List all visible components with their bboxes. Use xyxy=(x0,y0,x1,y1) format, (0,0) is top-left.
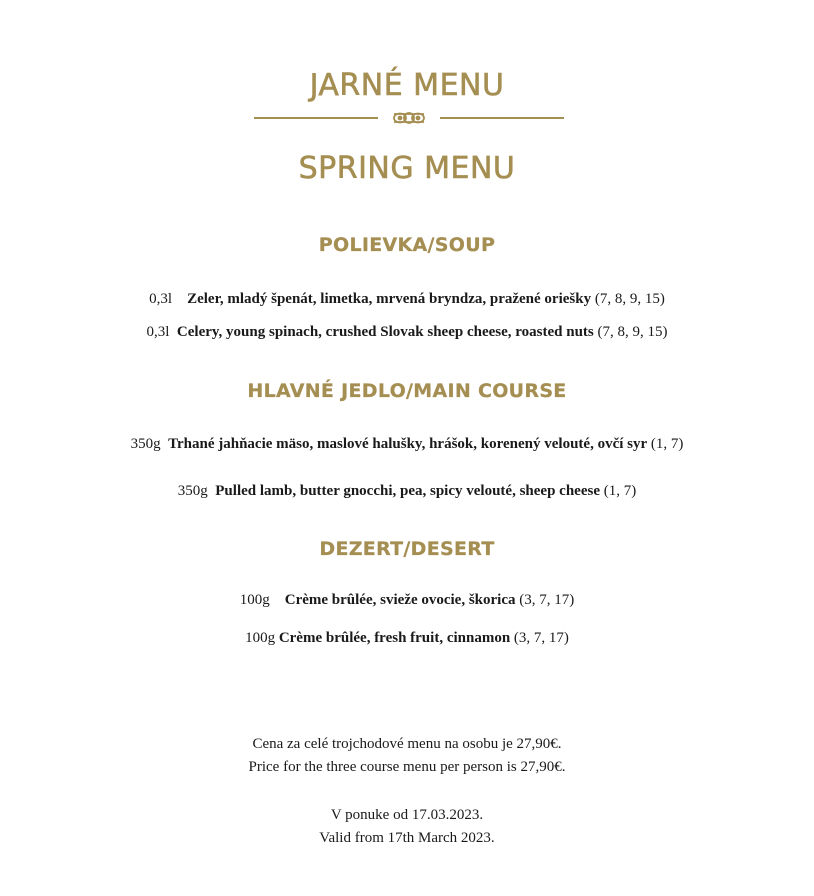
item-quantity: 0,3l xyxy=(146,324,170,340)
title-divider xyxy=(254,108,564,128)
item-dish: Pulled lamb, butter gnocchi, pea, spicy velouté, sheep cheese xyxy=(215,483,600,499)
menu-title-en: SPRING MENU xyxy=(298,151,516,186)
item-dish: Celery, young spinach, crushed Slovak sheep cheese, roasted nuts xyxy=(176,324,594,340)
item-allergens: (3, 7, 17) xyxy=(519,592,575,608)
valid-from-sk: V ponuke od 17.03.2023. xyxy=(330,807,484,823)
item-dish: Crème brûlée, svieže ovocie, škorica xyxy=(284,592,516,608)
item-dish: Trhané jahňacie mäso, maslové halušky, hrášok, korenený velouté, ovčí syr xyxy=(168,436,648,452)
item-quantity: 100g xyxy=(245,630,276,646)
item-dish: Crème brûlée, fresh fruit, cinnamon xyxy=(278,630,511,646)
item-quantity: 0,3l xyxy=(149,291,173,307)
item-allergens: (1, 7) xyxy=(603,483,637,499)
item-quantity: 350g xyxy=(130,436,161,452)
soup-item-sk xyxy=(0,289,814,309)
item-allergens: (7, 8, 9, 15) xyxy=(594,291,665,307)
ornament-icon xyxy=(394,113,424,123)
dessert-item-sk xyxy=(0,590,814,610)
price-note-en: Price for the three course menu per person is 27,90€. xyxy=(248,759,566,775)
main-item-sk xyxy=(0,434,814,454)
item-allergens: (3, 7, 17) xyxy=(513,630,569,646)
menu-title-sk: JARNÉ MENU xyxy=(309,68,505,103)
section-heading-soup: POLIEVKA/SOUP xyxy=(318,234,496,256)
price-note-sk: Cena za celé trojchodové menu na osobu je 27,90€. xyxy=(252,736,562,752)
item-dish: Zeler, mladý špenát, limetka, mrvená bryndza, pražené oriešky xyxy=(187,291,592,307)
soup-item-en xyxy=(0,322,814,342)
section-heading-dessert: DEZERT/DESERT xyxy=(319,538,495,560)
item-allergens: (7, 8, 9, 15) xyxy=(597,324,668,340)
main-item-en xyxy=(0,481,814,501)
section-heading-main: HLAVNÉ JEDLO/MAIN COURSE xyxy=(247,380,567,402)
valid-from-en: Valid from 17th March 2023. xyxy=(319,830,495,846)
item-quantity: 100g xyxy=(239,592,270,608)
item-quantity: 350g xyxy=(177,483,208,499)
dessert-item-en xyxy=(0,628,814,648)
item-allergens: (1, 7) xyxy=(650,436,684,452)
